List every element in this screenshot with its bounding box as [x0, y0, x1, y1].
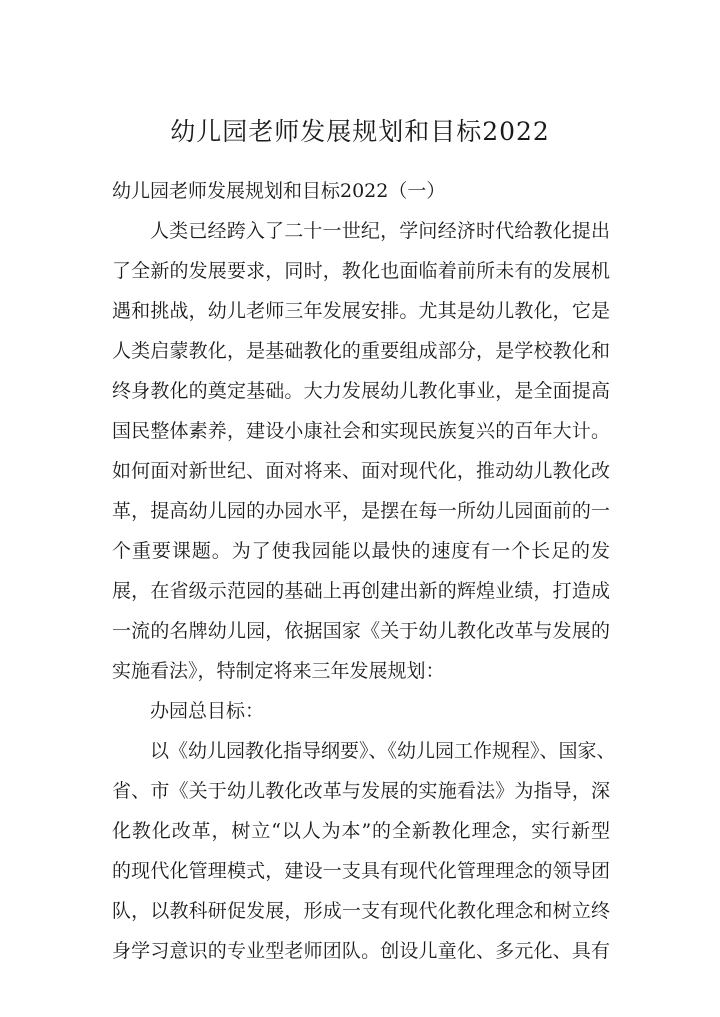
paragraph-line: 一流的名牌幼儿园，依据国家《关于幼儿教化改革与发展的 — [112, 620, 610, 642]
paragraph-line: 队，以教科研促发展，形成一支有现代化教化理念和树立终 — [112, 900, 610, 922]
paragraph-line: 国民整体素养，建设小康社会和实现民族复兴的百年大计。 — [112, 420, 610, 442]
paragraph-line: 遇和挑战，幼儿老师三年发展安排。尤其是幼儿教化，它是 — [112, 300, 610, 322]
subheading-line: 办园总目标： — [150, 700, 265, 722]
paragraph-line: 了全新的发展要求，同时，教化也面临着前所未有的发展机 — [112, 260, 610, 282]
paragraph-line: 革，提高幼儿园的办园水平，是摆在每一所幼儿园面前的一 — [112, 500, 610, 522]
paragraph-line: 个重要课题。为了使我园能以最快的速度有一个长足的发 — [112, 540, 610, 562]
paragraph-line: 的现代化管理模式，建设一支具有现代化管理理念的领导团 — [112, 860, 610, 882]
paragraph-line: 人类已经跨入了二十一世纪，学问经济时代给教化提出 — [150, 220, 610, 242]
paragraph-line: 省、市《关于幼儿教化改革与发展的实施看法》为指导，深 — [112, 780, 610, 802]
document-title: 幼儿园老师发展规划和目标2022 — [170, 117, 550, 146]
paragraph-line: 身学习意识的专业型老师团队。创设儿童化、多元化、具有 — [112, 940, 610, 962]
paragraph-line: 实施看法》，特制定将来三年发展规划： — [112, 660, 445, 682]
paragraph-line: 如何面对新世纪、面对将来、面对现代化，推动幼儿教化改 — [112, 460, 610, 482]
paragraph-line: 人类启蒙教化，是基础教化的重要组成部分，是学校教化和 — [112, 340, 610, 362]
paragraph-line: 终身教化的奠定基础。大力发展幼儿教化事业，是全面提高 — [112, 380, 610, 402]
paragraph-line: 化教化改革，树立“以人为本”的全新教化理念，实行新型 — [112, 820, 610, 842]
paragraph-line: 以《幼儿园教化指导纲要》、《幼儿园工作规程》、国家、 — [150, 740, 616, 762]
section-heading: 幼儿园老师发展规划和目标2022（一） — [112, 180, 446, 202]
paragraph-line: 展，在省级示范园的基础上再创建出新的辉煌业绩，打造成 — [112, 580, 610, 602]
